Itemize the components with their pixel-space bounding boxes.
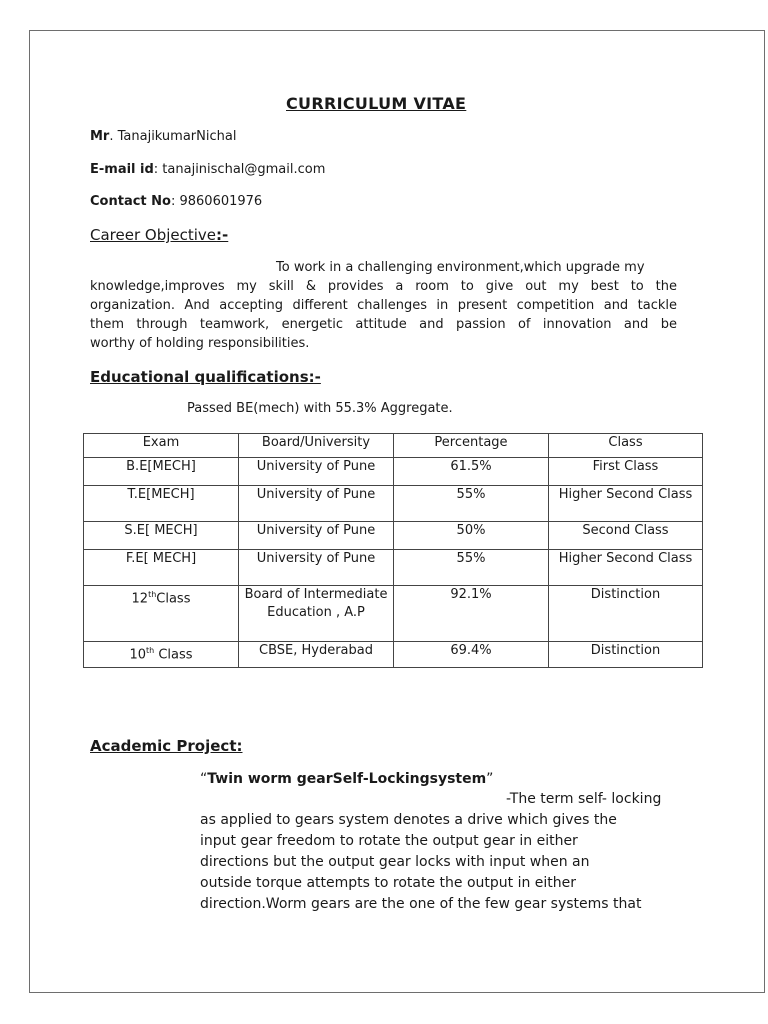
education-summary: Passed BE(mech) with 55.3% Aggregate.	[187, 401, 453, 416]
email-line	[90, 162, 325, 177]
exam-rest: Class	[156, 591, 191, 607]
exam-rest: Class	[154, 647, 193, 663]
name-value: . TanajikumarNichal	[109, 129, 237, 144]
exam-cell: T.E[MECH]	[84, 486, 239, 522]
table-header-cell: Class	[549, 434, 703, 458]
exam-cell	[84, 642, 239, 668]
career-heading	[90, 226, 228, 244]
board-cell: Board of Intermediate Education , A.P	[239, 586, 394, 642]
career-line: knowledge,improves my skill & provides a room to give out my best to the	[90, 279, 677, 294]
project-line: direction.Worm gears are the one of the few gear systems that	[200, 896, 642, 912]
table-row	[84, 458, 703, 486]
exam-cell: S.E[ MECH]	[84, 522, 239, 550]
name-line	[90, 129, 236, 144]
career-objective-paragraph	[90, 258, 677, 353]
project-line: outside torque attempts to rotate the output in either	[200, 875, 577, 891]
project-line: directions but the output gear locks with input when an	[200, 854, 590, 870]
class-cell: Distinction	[549, 586, 703, 642]
exam-cell	[84, 586, 239, 642]
project-heading: Academic Project:	[90, 737, 243, 755]
exam-cell: B.E[MECH]	[84, 458, 239, 486]
project-line: as applied to gears system denotes a drive which gives the	[200, 812, 617, 828]
table-row	[84, 586, 703, 642]
email-value: : tanajinischal@gmail.com	[153, 162, 326, 177]
board-cell: University of Pune	[239, 458, 394, 486]
career-heading-text: Career Objective	[90, 226, 217, 244]
board-cell: University of Pune	[239, 522, 394, 550]
project-title	[200, 771, 493, 787]
percentage-cell: 50%	[394, 522, 549, 550]
percentage-cell: 55%	[394, 550, 549, 586]
percentage-cell: 92.1%	[394, 586, 549, 642]
exam-cell: F.E[ MECH]	[84, 550, 239, 586]
board-cell: CBSE, Hyderabad	[239, 642, 394, 668]
project-description	[200, 789, 676, 915]
education-heading: Educational qualifications:-	[90, 368, 321, 386]
project-line: -The term self- locking	[506, 791, 662, 807]
class-cell: Distinction	[549, 642, 703, 668]
exam-number: 12	[131, 591, 149, 607]
percentage-cell: 55%	[394, 486, 549, 522]
contact-value: : 9860601976	[170, 194, 263, 209]
table-header-cell: Exam	[84, 434, 239, 458]
table-row	[84, 642, 703, 668]
email-label: E-mail id	[90, 162, 154, 177]
percentage-cell: 61.5%	[394, 458, 549, 486]
name-label: Mr	[90, 129, 110, 144]
education-table	[83, 433, 703, 668]
class-cell: Higher Second Class	[549, 550, 703, 586]
table-row	[84, 486, 703, 522]
table-header-row	[84, 434, 703, 458]
career-line: them through teamwork, energetic attitude and passion of innovation and be	[90, 317, 677, 332]
project-title-close-quote: ”	[486, 771, 494, 787]
class-cell: Second Class	[549, 522, 703, 550]
project-line: input gear freedom to rotate the output gear in either	[200, 833, 578, 849]
table-header-cell: Percentage	[394, 434, 549, 458]
table-header-cell: Board/University	[239, 434, 394, 458]
project-title-text: Twin worm gearSelf-Lockingsystem	[207, 771, 487, 787]
career-line: worthy of holding responsibilities.	[90, 336, 310, 351]
table-row	[84, 550, 703, 586]
table-row	[84, 522, 703, 550]
class-cell: Higher Second Class	[549, 486, 703, 522]
board-cell: University of Pune	[239, 486, 394, 522]
class-cell: First Class	[549, 458, 703, 486]
exam-number: 10	[129, 647, 146, 663]
contact-label: Contact No	[90, 194, 171, 209]
career-line: To work in a challenging environment,which upgrade my	[276, 260, 645, 275]
career-line: organization. And accepting different challenges in present competition and tackle	[90, 298, 677, 313]
percentage-cell: 69.4%	[394, 642, 549, 668]
board-cell: University of Pune	[239, 550, 394, 586]
project-title-open-quote: “	[200, 771, 208, 787]
exam-ordinal: th	[145, 646, 155, 655]
page-title: CURRICULUM VITAE	[286, 94, 467, 113]
contact-line	[90, 194, 262, 209]
career-heading-suffix: :-	[216, 226, 229, 244]
exam-ordinal: th	[148, 590, 157, 599]
